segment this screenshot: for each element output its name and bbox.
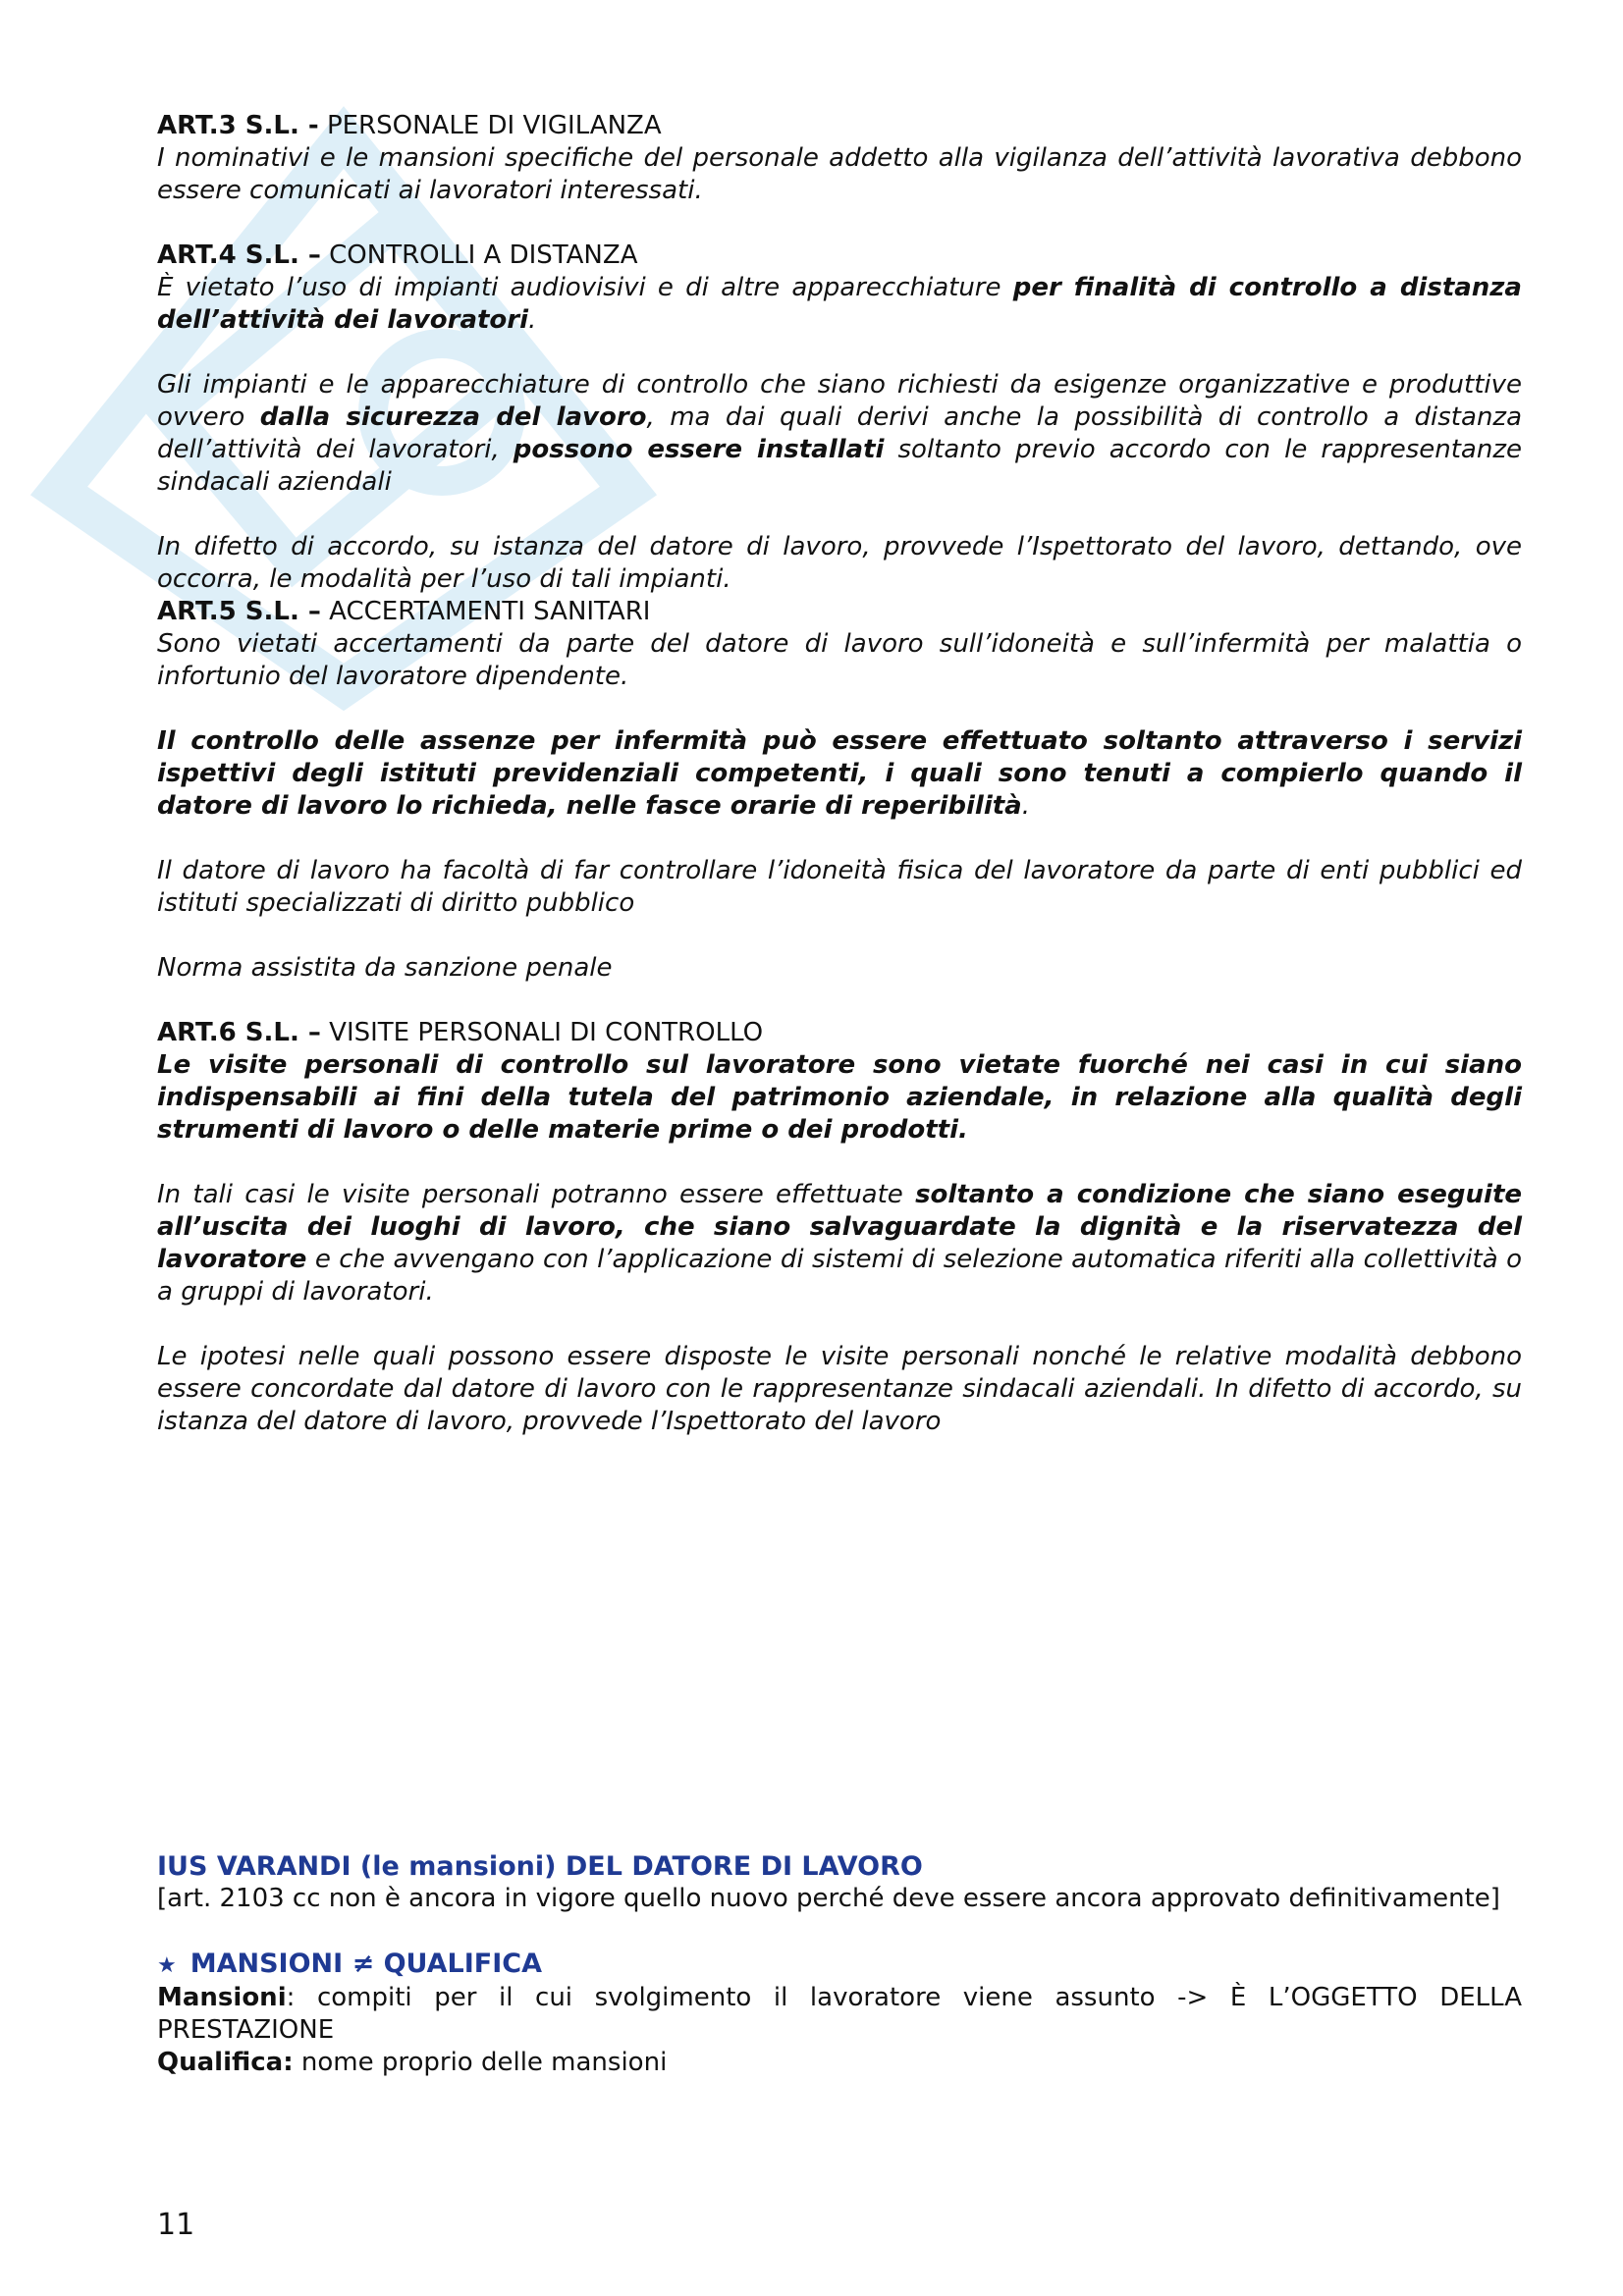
art6-paragraph-1: Le visite personali di controllo sul lavoratore sono vietate fuorché nei casi in cui siano indispensabili ai fini della tutela del patrimonio aziendale, in relazione alla qualità degli strumenti di lavoro o delle materie prime o dei prodotti. xyxy=(157,1050,1522,1145)
art4-paragraph-2: Gli impianti e le apparecchiature di controllo che siano richiesti da esigenze organizzative e produttive ovvero dalla sicurezza del lavoro, ma dai quali derivi anche la possibilità di controllo a distanza dell’attività dei lavoratori, possono essere installati soltanto previo accordo con le rappresentanze sindacali aziendali xyxy=(157,370,1522,497)
qualifica-definition: Qualifica: nome proprio delle mansioni xyxy=(157,2048,668,2077)
art5-paragraph-2: Il controllo delle assenze per infermità può essere effettuato soltanto attraverso i servizi ispettivi degli istituti previdenziali competenti, i quali sono tenuti a compierlo quando il datore di lavoro lo richieda, nelle fasce orarie di reperibilità. xyxy=(157,726,1522,821)
art4-paragraph-3: In difetto di accordo, su istanza del datore di lavoro, provvede l’Ispettorato del lavoro, dettando, ove occorra, le modalità per l’uso di tali impianti. xyxy=(157,532,1522,594)
art4-title: CONTROLLI A DISTANZA xyxy=(329,240,638,270)
art5-paragraph-4: Norma assistita da sanzione penale xyxy=(157,953,613,983)
ius-varandi-heading: IUS VARANDI (le mansioni) DEL DATORE DI LAVORO xyxy=(157,1851,923,1882)
art5-heading xyxy=(157,596,1522,628)
art3-title: PERSONALE DI VIGILANZA xyxy=(326,111,662,140)
art6-paragraph-3: Le ipotesi nelle quali possono essere disposte le visite personali nonché le relative modalità debbono essere concordate dal datore di lavoro con le rappresentanze sindacali aziendali. In difetto di accordo, su istanza del datore di lavoro, provvede l’Ispettorato del lavoro xyxy=(157,1342,1522,1436)
art6-title: VISITE PERSONALI DI CONTROLLO xyxy=(329,1018,764,1047)
art3-heading xyxy=(157,110,1522,142)
art5-paragraph-1: Sono vietati accertamenti da parte del datore di lavoro sull’idoneità e sull’infermità per malattia o infortunio del lavoratore dipendente. xyxy=(157,629,1522,691)
ius-varandi-note: [art. 2103 cc non è ancora in vigore quello nuovo perché deve essere ancora approvato definitivamente] xyxy=(157,1884,1500,1913)
mansioni-heading xyxy=(157,1948,1522,1982)
art6-paragraph-2: In tali casi le visite personali potranno essere effettuate soltanto a condizione che siano eseguite all’uscita dei luoghi di lavoro, che siano salvaguardate la dignità e la riservatezza del lavoratore e che avvengano con l’applicazione di sistemi di selezione automatica riferiti alla collettività o a gruppi di lavoratori. xyxy=(157,1180,1523,1307)
art3-label: ART.3 S.L. - xyxy=(157,111,319,140)
mansioni-heading-text: MANSIONI ≠ QUALIFICA xyxy=(189,1949,542,1979)
art5-title: ACCERTAMENTI SANITARI xyxy=(329,597,651,626)
art6-label: ART.6 S.L. – xyxy=(157,1018,321,1047)
art4-paragraph-1: È vietato l’uso di impianti audiovisivi e di altre apparecchiature per finalità di controllo a distanza dell’attività dei lavoratori. xyxy=(157,273,1522,335)
art3-text: I nominativi e le mansioni specifiche del personale addetto alla vigilanza dell’attività lavorativa debbono essere comunicati ai lavoratori interessati. xyxy=(157,143,1522,205)
mansioni-definition: Mansioni: compiti per il cui svolgimento il lavoratore viene assunto -> È L’OGGETTO DELLA PRESTAZIONE xyxy=(157,1983,1522,2045)
art5-paragraph-3: Il datore di lavoro ha facoltà di far controllare l’idoneità fisica del lavoratore da parte di enti pubblici ed istituti specializzati di diritto pubblico xyxy=(157,856,1522,918)
document-body xyxy=(157,110,1522,2079)
art5-label: ART.5 S.L. – xyxy=(157,597,321,626)
star-icon: ★ xyxy=(157,1953,177,1978)
page-number: 11 xyxy=(157,2208,195,2242)
art4-heading xyxy=(157,240,1522,272)
art4-label: ART.4 S.L. – xyxy=(157,240,321,270)
art6-heading xyxy=(157,1017,1522,1049)
